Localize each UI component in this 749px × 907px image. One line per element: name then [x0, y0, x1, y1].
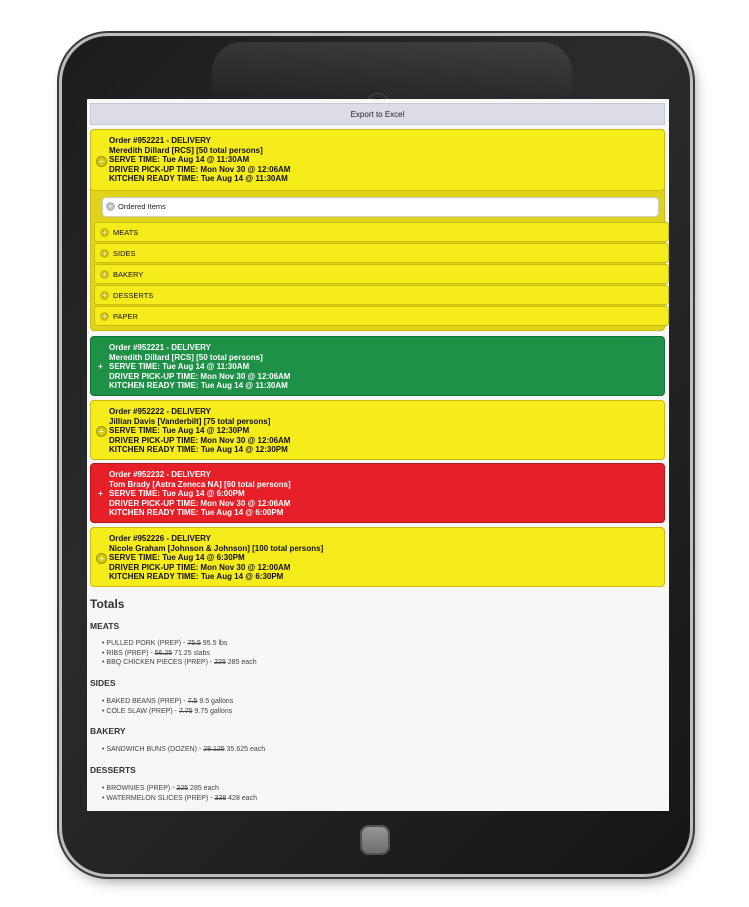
order-customer: Jillian Davis [Vanderbilt] [75 total persons] — [109, 416, 271, 426]
category-bakery[interactable] — [94, 264, 669, 284]
order-card[interactable] — [90, 463, 665, 523]
totals-bakery-list — [102, 745, 265, 755]
plus-circle-icon: + — [100, 228, 109, 237]
category-meats[interactable] — [94, 222, 669, 242]
collapse-icon[interactable]: − — [96, 156, 107, 167]
list-item: • WATERMELON SLICES (PREP) - 338 428 each — [102, 794, 257, 802]
category-label: BAKERY — [113, 270, 144, 279]
plus-circle-icon: + — [106, 202, 115, 211]
category-label: PAPER — [113, 312, 138, 321]
order-kitchen-time: KITCHEN READY TIME: Tue Aug 14 @ 6:00PM — [109, 508, 284, 518]
list-item: • BROWNIES (PREP) - 225 285 each — [102, 785, 219, 792]
order-customer: Tom Brady [Astra Zeneca NA] [60 total persons] — [109, 479, 291, 489]
list-item: • BBQ CHICKEN PIECES (PREP) - 225 285 each — [102, 659, 257, 666]
order-kitchen-time: KITCHEN READY TIME: Tue Aug 14 @ 6:30PM — [109, 572, 284, 582]
totals-meats-list — [102, 639, 257, 668]
export-to-excel-button[interactable]: Export to Excel — [90, 103, 665, 125]
category-paper[interactable] — [94, 306, 669, 326]
expand-icon[interactable]: + — [96, 553, 107, 564]
order-driver-time: DRIVER PICK-UP TIME: Mon Nov 30 @ 12:06AM — [109, 164, 291, 174]
order-serve-time: SERVE TIME: Tue Aug 14 @ 12:30PM — [109, 426, 250, 436]
category-sides[interactable] — [94, 243, 669, 263]
order-driver-time: DRIVER PICK-UP TIME: Mon Nov 30 @ 12:06AM — [109, 498, 291, 508]
order-header-expanded[interactable] — [90, 129, 665, 191]
order-serve-time: SERVE TIME: Tue Aug 14 @ 11:30AM — [109, 362, 250, 372]
order-driver-time: DRIVER PICK-UP TIME: Mon Nov 30 @ 12:06AM — [109, 435, 291, 445]
list-item: • SANDWICH BUNS (DOZEN) - 28.125 35.625 each — [102, 746, 266, 753]
order-kitchen-time: KITCHEN READY TIME: Tue Aug 14 @ 12:30PM — [109, 445, 288, 455]
category-label: MEATS — [113, 228, 139, 237]
order-customer: Nicole Graham [Johnson & Johnson] [100 total persons] — [109, 543, 324, 553]
category-desserts[interactable] — [94, 285, 669, 305]
totals-sides-list — [102, 697, 233, 716]
list-item: • RIBS (PREP) - 56.25 71.25 slabs — [102, 649, 210, 657]
order-number: Order #952221 - DELIVERY — [109, 136, 211, 145]
plus-circle-icon: + — [100, 312, 109, 321]
plus-circle-icon: + — [100, 291, 109, 300]
totals-sides-heading: SIDES — [90, 678, 116, 688]
order-driver-time: DRIVER PICK-UP TIME: Mon Nov 30 @ 12:06AM — [109, 371, 291, 381]
ordered-items-label: Ordered Items — [118, 202, 166, 211]
ordered-items-toggle[interactable] — [102, 197, 659, 217]
order-kitchen-time: KITCHEN READY TIME: Tue Aug 14 @ 11:30AM — [109, 381, 288, 391]
list-item: • PULLED PORK (PREP) - 75.5 95.5 lbs — [102, 640, 228, 647]
order-customer: Meredith Dillard [RCS] [50 total persons] — [109, 352, 263, 362]
order-serve-time: SERVE TIME: Tue Aug 14 @ 6:30PM — [109, 553, 245, 563]
tablet-glare — [212, 42, 572, 102]
order-number: Order #952226 - DELIVERY — [109, 534, 211, 543]
plus-circle-icon: + — [100, 249, 109, 258]
totals-desserts-list — [102, 784, 257, 803]
category-label: DESSERTS — [113, 291, 154, 300]
expanded-order-panel — [90, 129, 665, 331]
order-number: Order #952232 - DELIVERY — [109, 470, 211, 479]
home-button[interactable] — [360, 825, 390, 855]
list-item: • COLE SLAW (PREP) - 7.75 9.75 gallons — [102, 707, 233, 715]
order-card[interactable] — [90, 400, 665, 460]
category-label: SIDES — [113, 249, 136, 258]
plus-circle-icon: + — [100, 270, 109, 279]
order-number: Order #952221 - DELIVERY — [109, 343, 211, 352]
expand-icon[interactable]: + — [98, 489, 103, 498]
list-item: • BAKED BEANS (PREP) - 7.5 9.5 gallons — [102, 698, 234, 705]
app-screen — [87, 99, 669, 811]
totals-desserts-heading: DESSERTS — [90, 765, 136, 775]
order-customer: Meredith Dillard [RCS] [50 total persons] — [109, 145, 263, 155]
order-number: Order #952222 - DELIVERY — [109, 407, 211, 416]
order-card[interactable] — [90, 336, 665, 396]
order-driver-time: DRIVER PICK-UP TIME: Mon Nov 30 @ 12:00AM — [109, 562, 291, 572]
order-serve-time: SERVE TIME: Tue Aug 14 @ 11:30AM — [109, 155, 250, 165]
order-kitchen-time: KITCHEN READY TIME: Tue Aug 14 @ 11:30AM — [109, 174, 288, 184]
expand-icon[interactable]: + — [98, 362, 103, 371]
totals-title: Totals — [90, 597, 125, 611]
order-serve-time: SERVE TIME: Tue Aug 14 @ 6:00PM — [109, 489, 245, 499]
totals-meats-heading: MEATS — [90, 621, 120, 631]
totals-bakery-heading: BAKERY — [90, 726, 126, 736]
expand-icon[interactable]: + — [96, 426, 107, 437]
order-card[interactable] — [90, 527, 665, 587]
